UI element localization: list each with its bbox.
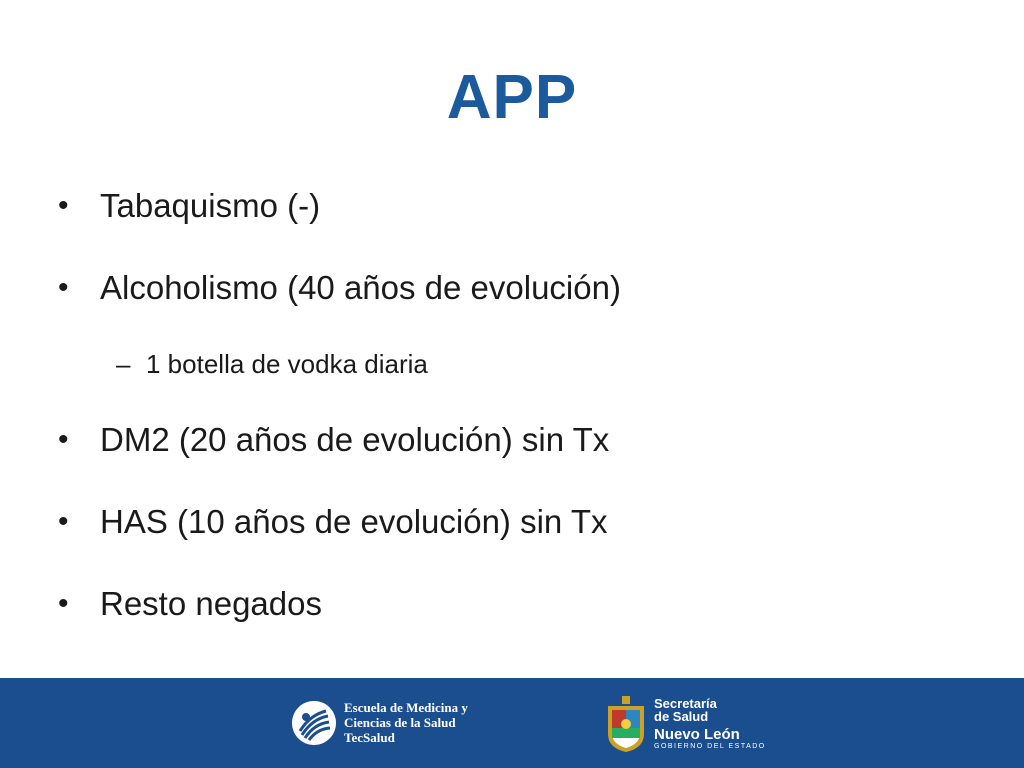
salud-line: de Salud xyxy=(654,709,709,724)
bullet-item xyxy=(58,180,320,232)
bullet-item xyxy=(58,414,609,466)
salud-text xyxy=(654,697,766,751)
slide-title: APP xyxy=(446,63,578,132)
sub-bullet-text: 1 botella de vodka diaria xyxy=(146,348,428,379)
bullet-marker: • xyxy=(58,189,69,222)
escuela-logo xyxy=(292,700,468,745)
bullet-marker: • xyxy=(58,505,69,538)
escuela-text xyxy=(344,700,468,745)
nuevo-leon-shield-icon xyxy=(604,694,648,754)
bullet-text: Resto negados xyxy=(100,585,322,622)
sub-bullet-item xyxy=(116,344,428,384)
bullet-text: Tabaquismo (-) xyxy=(100,187,321,224)
bullet-marker: • xyxy=(58,423,69,456)
escuela-line: Escuela de Medicina y xyxy=(344,700,468,715)
bullet-item xyxy=(58,578,322,630)
salud-logo xyxy=(604,694,766,754)
bullet-item xyxy=(58,496,608,548)
salud-line: Nuevo León xyxy=(654,726,740,743)
bullet-text: HAS (10 años de evolución) sin Tx xyxy=(100,503,608,540)
escuela-line: Ciencias de la Salud xyxy=(344,715,456,730)
escuela-emblem-icon xyxy=(292,701,336,745)
bullet-text: DM2 (20 años de evolución) sin Tx xyxy=(100,421,610,458)
escuela-line: TecSalud xyxy=(344,730,395,745)
sub-bullet-marker: – xyxy=(116,348,131,379)
bullet-marker: • xyxy=(58,271,69,304)
salud-line: GOBIERNO DEL ESTADO xyxy=(654,743,766,750)
footer-bar xyxy=(0,678,1024,768)
bullet-item xyxy=(58,262,621,314)
salud-line: Secretaría xyxy=(654,696,717,711)
bullet-text: Alcoholismo (40 años de evolución) xyxy=(100,269,621,306)
bullet-marker: • xyxy=(58,587,69,620)
